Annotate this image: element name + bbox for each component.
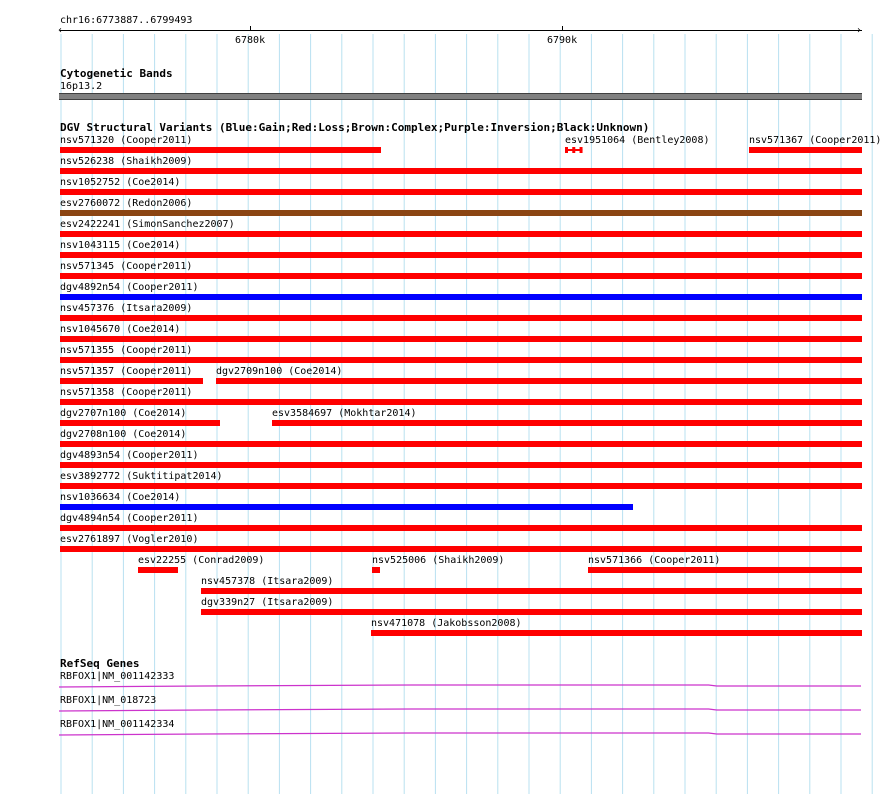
dgv-feature-bar[interactable] [60, 378, 203, 384]
dgv-track-title: DGV Structural Variants (Blue:Gain;Red:Loss;Brown:Complex;Purple:Inversion;Black:Unknown) [60, 121, 650, 134]
dgv-feature-bar[interactable] [60, 399, 862, 405]
dgv-feature-label[interactable]: dgv2708n100 (Coe2014) [60, 429, 187, 440]
gene-model[interactable] [59, 728, 862, 738]
ruler-right-arrow-icon: › [857, 25, 861, 36]
dgv-feature-label[interactable]: nsv571357 (Cooper2011) [60, 366, 193, 377]
dgv-feature-bar[interactable] [138, 567, 178, 573]
dgv-feature-label[interactable]: esv3584697 (Mokhtar2014) [272, 408, 417, 419]
ruler-tick-mark [250, 26, 251, 31]
ruler-tick-label: 6780k [235, 35, 266, 46]
gene-model[interactable] [59, 680, 862, 690]
dgv-feature-label[interactable]: dgv4892n54 (Cooper2011) [60, 282, 199, 293]
dgv-feature-label[interactable]: nsv1043115 (Coe2014) [60, 240, 181, 251]
dgv-feature-bar[interactable] [60, 273, 862, 279]
region-label: chr16:6773887..6799493 [60, 15, 193, 26]
dgv-feature-bar[interactable] [272, 420, 862, 426]
dgv-feature-bar[interactable] [60, 210, 862, 216]
dgv-feature-label[interactable]: esv22255 (Conrad2009) [138, 555, 265, 566]
dgv-feature-bar[interactable] [60, 441, 862, 447]
dgv-feature-label[interactable]: nsv526238 (Shaikh2009) [60, 156, 193, 167]
dgv-feature-bar[interactable] [60, 504, 633, 510]
dgv-feature-label[interactable]: nsv571358 (Cooper2011) [60, 387, 193, 398]
dgv-feature-label[interactable]: esv2760072 (Redon2006) [60, 198, 193, 209]
dgv-feature-label[interactable]: esv2422241 (SimonSanchez2007) [60, 219, 235, 230]
dgv-feature-bar[interactable] [60, 336, 862, 342]
dgv-feature-bar[interactable] [60, 231, 862, 237]
dgv-feature-label[interactable]: esv3892772 (Suktitipat2014) [60, 471, 223, 482]
cytoband-label: 16p13.2 [60, 81, 103, 92]
dgv-feature-bar[interactable] [565, 146, 583, 154]
dgv-feature-label[interactable]: nsv1045670 (Coe2014) [60, 324, 181, 335]
gene-label[interactable]: RBFOX1|NM_001142334 [60, 719, 175, 730]
dgv-feature-bar[interactable] [60, 189, 862, 195]
dgv-feature-bar[interactable] [60, 252, 862, 258]
dgv-feature-label[interactable]: dgv2707n100 (Coe2014) [60, 408, 187, 419]
refseq-track-title: RefSeq Genes [60, 657, 140, 670]
dgv-feature-bar[interactable] [60, 525, 862, 531]
gene-label[interactable]: RBFOX1|NM_001142333 [60, 671, 175, 682]
dgv-feature-label[interactable]: esv1951064 (Bentley2008) [565, 135, 710, 146]
cytoband-bar[interactable] [59, 93, 862, 100]
dgv-feature-label[interactable]: nsv1052752 (Coe2014) [60, 177, 181, 188]
dgv-feature-label[interactable]: nsv1036634 (Coe2014) [60, 492, 181, 503]
dgv-feature-bar[interactable] [201, 588, 862, 594]
dgv-feature-bar[interactable] [60, 147, 381, 153]
dgv-feature-bar[interactable] [749, 147, 862, 153]
dgv-feature-label[interactable]: nsv571366 (Cooper2011) [588, 555, 721, 566]
dgv-feature-label[interactable]: nsv571367 (Cooper2011) [749, 135, 882, 146]
dgv-feature-bar[interactable] [60, 294, 862, 300]
ruler-line [60, 30, 862, 31]
dgv-feature-bar[interactable] [372, 567, 380, 573]
dgv-feature-label[interactable]: nsv571355 (Cooper2011) [60, 345, 193, 356]
dgv-feature-label[interactable]: nsv525006 (Shaikh2009) [372, 555, 505, 566]
dgv-feature-bar[interactable] [60, 168, 862, 174]
dgv-feature-label[interactable]: nsv571345 (Cooper2011) [60, 261, 193, 272]
dgv-feature-bar[interactable] [60, 462, 862, 468]
dgv-feature-bar[interactable] [60, 315, 862, 321]
dgv-feature-label[interactable]: dgv4894n54 (Cooper2011) [60, 513, 199, 524]
dgv-feature-bar[interactable] [216, 378, 862, 384]
dgv-feature-bar[interactable] [60, 420, 220, 426]
dgv-feature-label[interactable]: dgv339n27 (Itsara2009) [201, 597, 334, 608]
dgv-feature-label[interactable]: nsv471078 (Jakobsson2008) [371, 618, 522, 629]
dgv-feature-label[interactable]: nsv457378 (Itsara2009) [201, 576, 334, 587]
dgv-feature-label[interactable]: nsv457376 (Itsara2009) [60, 303, 193, 314]
dgv-feature-bar[interactable] [201, 609, 862, 615]
gene-label[interactable]: RBFOX1|NM_018723 [60, 695, 157, 706]
ruler-left-arrow-icon: ‹ [58, 25, 62, 36]
cytoband-track-title: Cytogenetic Bands [60, 67, 173, 80]
gene-model[interactable] [59, 704, 862, 714]
dgv-feature-label[interactable]: esv2761897 (Vogler2010) [60, 534, 199, 545]
dgv-feature-label[interactable]: dgv4893n54 (Cooper2011) [60, 450, 199, 461]
dgv-feature-label[interactable]: nsv571320 (Cooper2011) [60, 135, 193, 146]
dgv-feature-bar[interactable] [371, 630, 862, 636]
ruler-tick-label: 6790k [547, 35, 578, 46]
ruler-tick-mark [562, 26, 563, 31]
dgv-feature-bar[interactable] [60, 483, 862, 489]
dgv-feature-label[interactable]: dgv2709n100 (Coe2014) [216, 366, 343, 377]
dgv-feature-bar[interactable] [60, 357, 862, 363]
dgv-feature-bar[interactable] [588, 567, 862, 573]
dgv-feature-bar[interactable] [60, 546, 862, 552]
